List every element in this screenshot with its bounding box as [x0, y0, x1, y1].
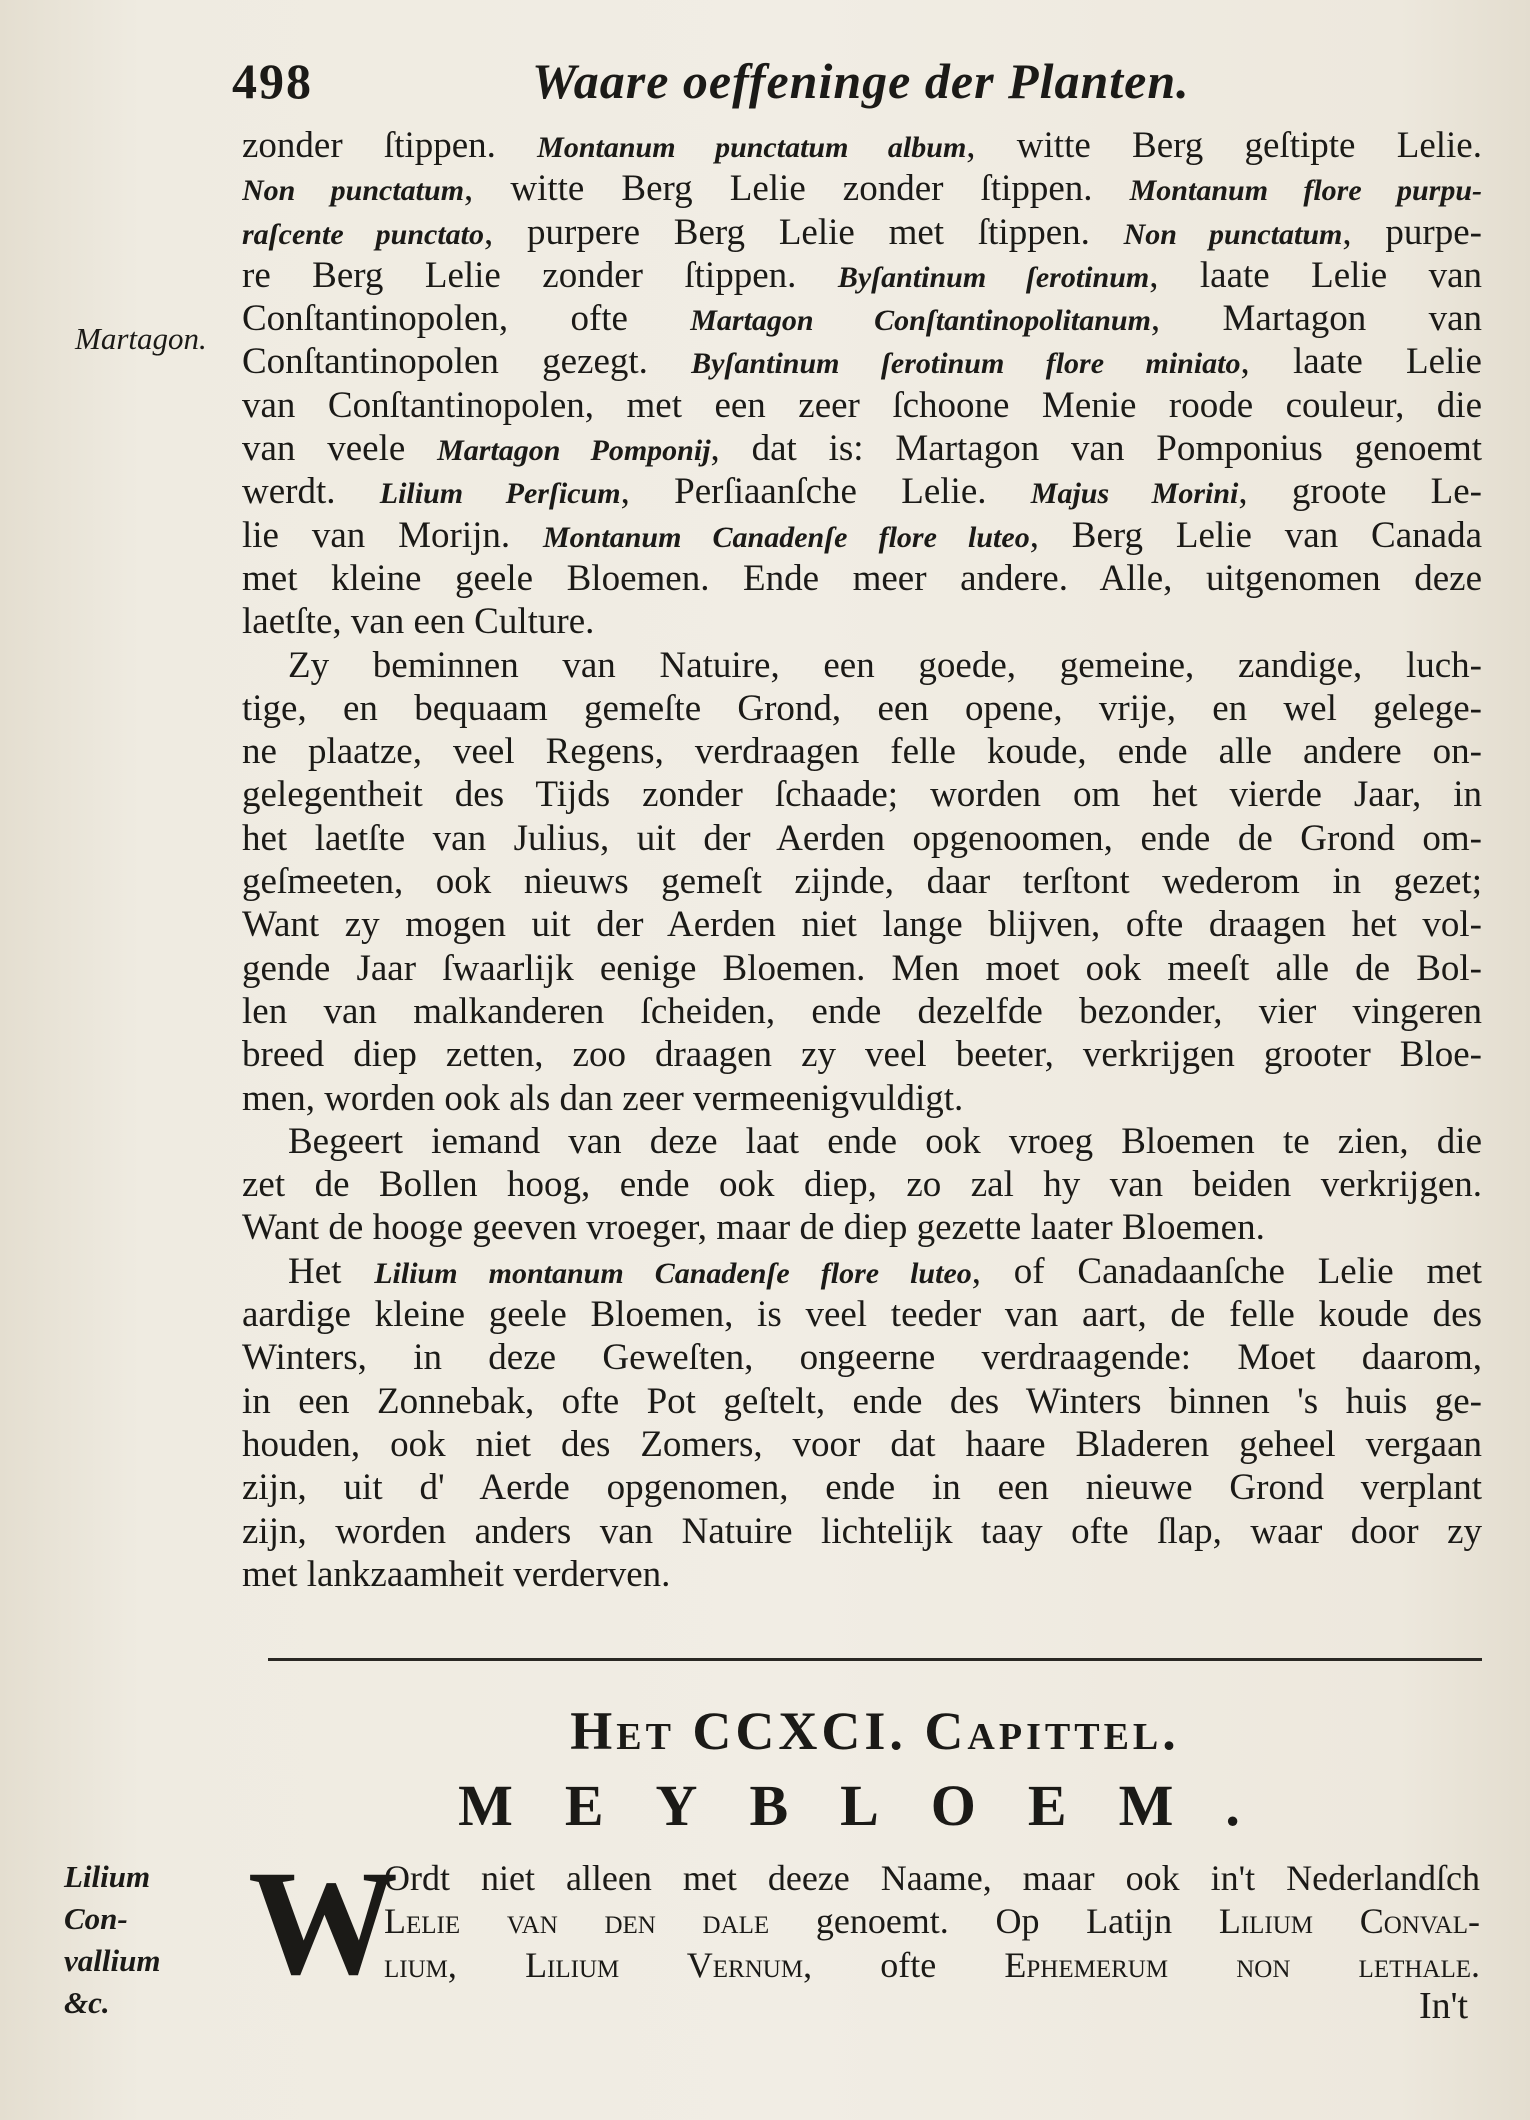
- text-line: [242, 1293, 1482, 1336]
- text-run: van Conſtantinopolen, met een zeer ſchoone Menie roode couleur, die: [242, 384, 1482, 426]
- margin-note-line: vallium: [64, 1943, 161, 1978]
- drop-capital: W: [248, 1840, 398, 2006]
- text-line: [242, 514, 1482, 557]
- text-line: [242, 384, 1482, 427]
- text-line: [242, 211, 1482, 254]
- body-text: [242, 124, 1482, 1596]
- text-run: geſmeeten, ook nieuws gemeſt zijnde, daar terſtont wederom in gezet;: [242, 861, 1482, 903]
- text-run: in een Zonnebak, ofte Pot geſtelt, ende des Winters binnen 's huis ge-: [242, 1380, 1482, 1422]
- text-run: met kleine geele Bloemen. Ende meer andere. Alle, uitgenomen deze: [242, 557, 1482, 599]
- latin-name: Montanum flore purpu-: [1129, 174, 1482, 208]
- latin-name: Majus Morini: [1030, 477, 1239, 511]
- text-run: Zy beminnen van Natuire, een goede, gemeine, zandige, luch-: [288, 644, 1482, 686]
- text-line: [242, 600, 1482, 643]
- text-run: zonder ſtippen.: [242, 125, 538, 166]
- text-line: [242, 470, 1482, 513]
- page-header: [232, 52, 1472, 122]
- text-run: , groote Le-: [1238, 471, 1482, 513]
- text-run: gelegentheit des Tijds zonder ſchaade; worden om het vierde Jaar, in: [242, 774, 1482, 816]
- text-run: zijn, uit d' Aerde opgenomen, ende in een nieuwe Grond verplant: [242, 1467, 1482, 1509]
- latin-name: Martagon Conſtantinopolitanum: [690, 304, 1151, 338]
- latin-name: Non punctatum: [242, 174, 465, 208]
- text-run: gende Jaar ſwaarlijk eenige Bloemen. Men moet ook meeſt alle de Bol-: [242, 947, 1482, 989]
- text-line: [242, 124, 1482, 167]
- text-run: , dat is: Martagon van Pomponius genoemt: [710, 428, 1482, 470]
- margin-note-martagon: Martagon.: [75, 321, 207, 356]
- text-line: [242, 1250, 1482, 1293]
- text-run: werdt.: [242, 471, 380, 513]
- text-line: [242, 1120, 1482, 1163]
- text-run: aardige kleine geele Bloemen, is veel teeder van aart, de felle koude des: [242, 1294, 1482, 1336]
- chapter-text: [384, 1857, 1480, 1987]
- text-run: lie van Morijn.: [242, 514, 543, 556]
- text-run: , witte Berg geſtipte Lelie.: [966, 125, 1482, 166]
- text-line: [242, 773, 1482, 816]
- text-line: [242, 903, 1482, 946]
- chapter-rule: [268, 1658, 1482, 1661]
- text-line: [242, 1553, 1482, 1596]
- text-run: zijn, worden anders van Natuire lichtelijk taay ofte ſlap, waar door zy: [242, 1510, 1482, 1552]
- text-line: [242, 1163, 1482, 1206]
- margin-note-line: Lilium Con-: [64, 1859, 151, 1936]
- text-line: [242, 644, 1482, 687]
- text-line: [384, 1944, 1480, 1987]
- text-line: [242, 427, 1482, 470]
- text-line: [242, 730, 1482, 773]
- text-run: len van malkanderen ſcheiden, ende dezelfde bezonder, vier vingeren: [242, 990, 1482, 1032]
- latin-name: Lilium montanum Canadenſe flore luteo: [374, 1256, 972, 1290]
- text-line: [242, 297, 1482, 340]
- latin-name: Montanum punctatum album: [537, 131, 967, 164]
- latin-name: Byſantinum ſerotinum flore miniato: [691, 347, 1241, 381]
- text-run: Conſtantinopolen, ofte: [242, 298, 691, 340]
- text-line: [242, 1336, 1482, 1379]
- latin-name: raſcente punctato: [242, 217, 485, 251]
- running-title: Waare oeffeninge der Planten.: [532, 53, 1190, 109]
- text-run: Winters, in deze Geweſten, ongeerne verdraagende: Moet daarom,: [242, 1337, 1482, 1379]
- text-run: ne plaatze, veel Regens, verdraagen felle koude, ende alle andere on-: [242, 731, 1482, 773]
- text-line: [242, 557, 1482, 600]
- text-run: Want de hooge geeven vroeger, maar de diep gezette laater Bloemen.: [242, 1207, 1265, 1249]
- text-run: , ofte: [803, 1944, 1005, 1985]
- text-line: [242, 1510, 1482, 1553]
- text-run: men, worden ook als dan zeer vermeenigvuldigt.: [242, 1077, 964, 1119]
- text-run: zet de Bollen hoog, ende ook diep, zo zal hy van beiden verkrijgen.: [242, 1164, 1482, 1206]
- latin-name: Montanum Canadenſe flore luteo: [543, 520, 1030, 554]
- text-run: Ordt niet alleen met deeze Naame, maar ook in't Nederlandſch: [384, 1858, 1480, 1898]
- text-run: re Berg Lelie zonder ſtippen.: [242, 254, 838, 296]
- small-caps-text: Ephemerum non lethale.: [1004, 1944, 1480, 1985]
- text-run: , purpere Berg Lelie met ſtippen.: [484, 211, 1124, 253]
- chapter-heading: Het CCXCI. Capittel.: [570, 1701, 1180, 1761]
- text-line: [242, 1466, 1482, 1509]
- text-line: [242, 340, 1482, 383]
- margin-note-lilium-convallium: [64, 1856, 214, 2024]
- small-caps-text: Lilium Conval-: [1218, 1901, 1480, 1942]
- text-run: houden, ook niet des Zomers, voor dat haare Bladeren geheel vergaan: [242, 1423, 1482, 1465]
- text-run: Het: [288, 1250, 375, 1292]
- text-line: [242, 1423, 1482, 1466]
- text-run: , laate Lelie van: [1149, 254, 1482, 296]
- text-run: breed diep zetten, zoo draagen zy veel beeter, verkrijgen grooter Bloe-: [242, 1034, 1482, 1076]
- text-line: [242, 167, 1482, 210]
- text-run: ,: [447, 1944, 526, 1985]
- text-run: met lankzaamheit verderven.: [242, 1553, 671, 1595]
- latin-name: Byſantinum ſerotinum: [837, 260, 1150, 294]
- margin-note-line: &c.: [64, 1985, 110, 2020]
- small-caps-text: Lelie van den dale: [384, 1901, 770, 1942]
- catchword: In't: [1418, 1985, 1468, 2027]
- text-run: Begeert iemand van deze laat ende ook vroeg Bloemen te zien, die: [288, 1120, 1482, 1162]
- text-line: [242, 1033, 1482, 1076]
- text-line: [384, 1900, 1480, 1943]
- text-run: Conſtantinopolen gezegt.: [242, 341, 692, 383]
- text-line: [242, 1077, 1482, 1120]
- text-line: [242, 1380, 1482, 1423]
- text-run: , witte Berg Lelie zonder ſtippen.: [464, 168, 1130, 210]
- text-run: , purpe-: [1342, 211, 1482, 253]
- text-line: [242, 1206, 1482, 1249]
- text-run: , Berg Lelie van Canada: [1029, 514, 1482, 556]
- text-run: genoemt. Op Latijn: [769, 1901, 1219, 1942]
- page-number: 498: [232, 53, 313, 109]
- text-line: [242, 990, 1482, 1033]
- text-line: [384, 1857, 1480, 1900]
- small-caps-text: lium: [384, 1944, 448, 1985]
- text-run: van veele: [242, 428, 438, 470]
- text-run: tige, en bequaam gemeſte Grond, een opene, vrije, en wel gelege-: [242, 687, 1482, 729]
- latin-name: Lilium Perſicum: [379, 477, 621, 511]
- text-line: [242, 860, 1482, 903]
- latin-name: Martagon Pomponij: [437, 434, 711, 468]
- text-run: Want zy mogen uit der Aerden niet lange blijven, ofte draagen het vol-: [242, 904, 1482, 946]
- text-line: [242, 947, 1482, 990]
- text-line: [242, 817, 1482, 860]
- small-caps-text: Lilium Vernum: [525, 1944, 804, 1985]
- text-run: , of Canadaanſche Lelie met: [971, 1250, 1482, 1292]
- text-line: [242, 687, 1482, 730]
- text-run: , Perſiaanſche Lelie.: [620, 471, 1031, 513]
- latin-name: Non punctatum: [1123, 217, 1343, 251]
- text-line: [242, 254, 1482, 297]
- text-run: laetſte, van een Culture.: [242, 601, 595, 643]
- text-run: , Martagon van: [1150, 298, 1482, 340]
- text-run: , laate Lelie: [1240, 341, 1482, 383]
- text-run: het laetſte van Julius, uit der Aerden opgenoomen, ende de Grond om-: [242, 817, 1482, 859]
- chapter-title: MEYBLOEM.: [458, 1773, 1292, 1838]
